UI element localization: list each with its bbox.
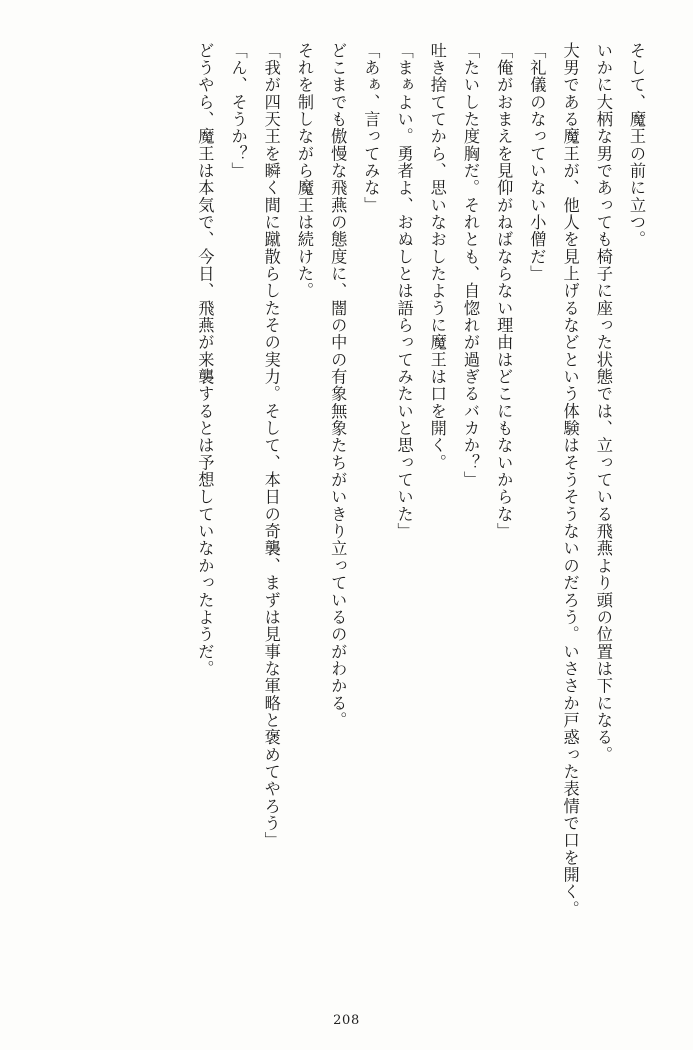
paragraph: 「たいした度胸だ。それとも、自惚れが過ぎるバカか？」 [460, 42, 480, 489]
novel-body-text [40, 42, 653, 972]
paragraph: 「ん、そうか？」 [228, 42, 248, 180]
paragraph: 吐き捨ててから、思いなおしたように魔王は口を開く。 [427, 42, 447, 472]
paragraph: 「まぁよい。勇者よ、おぬしとは語らってみたいと思っていた」 [394, 42, 414, 540]
page-number: 208 [333, 1013, 360, 1028]
paragraph: そして、魔王の前に立つ。 [627, 42, 646, 249]
paragraph: 「礼儀のなっていない小僧だ」 [527, 42, 547, 283]
paragraph: いかに大柄な男であっても椅子に座った状態では、立っている飛燕より頭の位置は下になる。 [593, 42, 613, 764]
paragraph: それを制しながら魔王は続けた。 [294, 42, 314, 300]
paragraph: 大男である魔王が、他人を見上げるなどという体験はそうそうないのだろう。いささか戸惑った表情で口を開く。 [560, 42, 580, 918]
paragraph: どこまでも傲慢な飛燕の態度に、闇の中の有象無象たちがいきり立っているのがわかる。 [328, 42, 348, 729]
paragraph: どうやら、魔王は本気で、今日、飛燕が来襲するとは予想していなかったようだ。 [195, 42, 215, 678]
paragraph: 「我が四天王を瞬く間に蹴散らしたその実力。そして、本日の奇襲、まずは見事な軍略と褒めてやろう」 [261, 42, 281, 850]
paragraph: 「あぁ、言ってみな」 [361, 42, 381, 214]
paragraph: 「俺がおまえを見仰がねばならない理由はどこにもないからな」 [494, 42, 514, 540]
